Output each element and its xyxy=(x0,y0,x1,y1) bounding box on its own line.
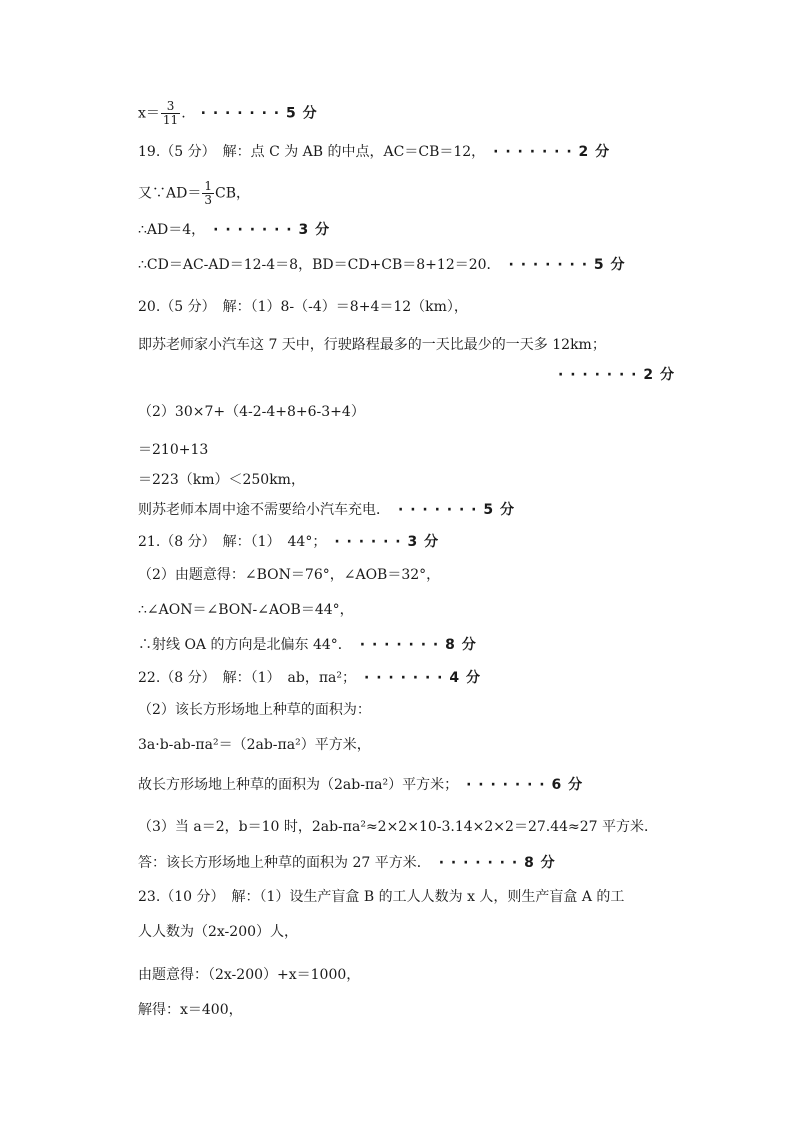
text-line-14 xyxy=(138,565,440,585)
line-text: 由题意得：（2x-200）+x＝1000， xyxy=(138,967,361,983)
text-line-13 xyxy=(138,532,439,552)
score-marker: · · · · · · · 5 分 xyxy=(185,105,318,122)
text-line-26 xyxy=(138,1000,243,1020)
score-marker: · · · · · · · 3 分 xyxy=(198,222,331,238)
line-text: x＝ xyxy=(138,105,160,122)
line-text: ∴射线 OA 的方向是北偏东 44°． xyxy=(138,637,345,653)
line-text: 答：该长方形场地上种草的面积为 27 平方米． xyxy=(138,855,424,871)
line-text: ∴∠AON＝∠BON-∠AOB＝44°， xyxy=(138,602,354,618)
line-text: ∴CD＝AC-AD＝12-4＝8，BD＝CD+CB＝8+12＝20． xyxy=(138,257,494,273)
score-marker: · · · · · · · 6 分 xyxy=(451,777,584,793)
text-line-17 xyxy=(138,668,481,688)
line-text: 即苏老师家小汽车这 7 天中，行驶路程最多的一天比最少的一天多 12km； xyxy=(138,337,606,353)
text-line-19 xyxy=(138,735,371,755)
text-line-25 xyxy=(138,965,360,985)
line-text: ＝210+13 xyxy=(138,442,209,458)
score-marker: · · · · · · · 2 分 xyxy=(558,367,675,383)
text-line-5 xyxy=(138,255,626,275)
text-line-18 xyxy=(138,700,371,720)
text-line-16 xyxy=(138,635,477,655)
line-text: （2）由题意得：∠BON＝76°，∠AOB＝32°， xyxy=(138,567,441,583)
text-line-6 xyxy=(138,297,468,317)
score-marker: · · · · · · 3 分 xyxy=(319,534,440,550)
text-line-4 xyxy=(138,220,330,240)
text-line-10 xyxy=(138,440,208,460)
text-line-8 xyxy=(558,365,675,385)
text-line-22 xyxy=(138,853,556,873)
line-text: 解得：x＝400， xyxy=(138,1002,243,1018)
line-text: ＝223（km）＜250km， xyxy=(138,472,305,488)
text-line-12 xyxy=(138,500,515,520)
fraction-numerator: 1 xyxy=(204,179,212,193)
line-text: 21.（8 分） 解：（1） 44°； xyxy=(138,534,320,550)
text-line-15 xyxy=(138,600,354,620)
score-marker: · · · · · · · 5 分 xyxy=(383,502,515,518)
text-line-3 xyxy=(138,180,250,207)
line-text: （2）30×7+（4-2-4+8+6-3+4） xyxy=(138,404,365,420)
line-text: 23.（10 分） 解：（1）设生产盲盒 B 的工人人数为 x 人，则生产盲盒 A 的工 xyxy=(138,889,625,905)
fraction-denominator: 3 xyxy=(204,193,212,207)
line-text: 19.（5 分） 解：点 C 为 AB 的中点，AC＝CB＝12， xyxy=(138,144,479,160)
score-marker: · · · · · · · 2 分 xyxy=(478,144,611,160)
text-line-9 xyxy=(138,402,365,422)
text-line-20 xyxy=(138,775,583,795)
line-text: （3）当 a＝2，b＝10 时，2ab-πa²≈2×2×10-3.14×2×2＝27.44≈27 平方米． xyxy=(138,819,659,835)
line-text: 又∵AD＝ xyxy=(138,185,202,202)
line-text: CB， xyxy=(214,185,250,202)
line-text: 故长方形场地上种草的面积为（2ab-πa²）平方米； xyxy=(138,777,452,793)
text-line-7 xyxy=(138,335,606,355)
text-line-21 xyxy=(138,817,658,837)
line-text: ∴AD＝4， xyxy=(138,222,199,238)
fraction-numerator: 3 xyxy=(161,100,180,114)
score-marker: · · · · · · · 4 分 xyxy=(349,670,481,686)
fraction-denominator: 11 xyxy=(162,113,179,127)
line-text: . xyxy=(181,105,186,122)
text-line-11 xyxy=(138,470,305,490)
text-line-23 xyxy=(138,887,624,907)
line-text: （2）该长方形场地上种草的面积为： xyxy=(138,702,371,718)
fraction xyxy=(161,100,180,127)
text-line-1 xyxy=(138,100,318,127)
score-marker: · · · · · · · 5 分 xyxy=(493,257,626,273)
score-marker: · · · · · · · 8 分 xyxy=(423,855,556,871)
line-text: 20.（5 分） 解：（1）8-（-4）＝8+4＝12（km）， xyxy=(138,299,468,315)
fraction xyxy=(202,180,214,207)
text-line-2 xyxy=(138,142,610,162)
text-line-24 xyxy=(138,922,298,942)
line-text: 3a·b-ab-πa²＝（2ab-πa²）平方米， xyxy=(138,737,371,753)
line-text: 则苏老师本周中途不需要给小汽车充电． xyxy=(138,502,383,518)
line-text: 22.（8 分） 解：（1） ab，πa²； xyxy=(138,670,349,686)
score-marker: · · · · · · · 8 分 xyxy=(344,637,477,653)
line-text: 人人数为（2x-200）人， xyxy=(138,924,299,940)
